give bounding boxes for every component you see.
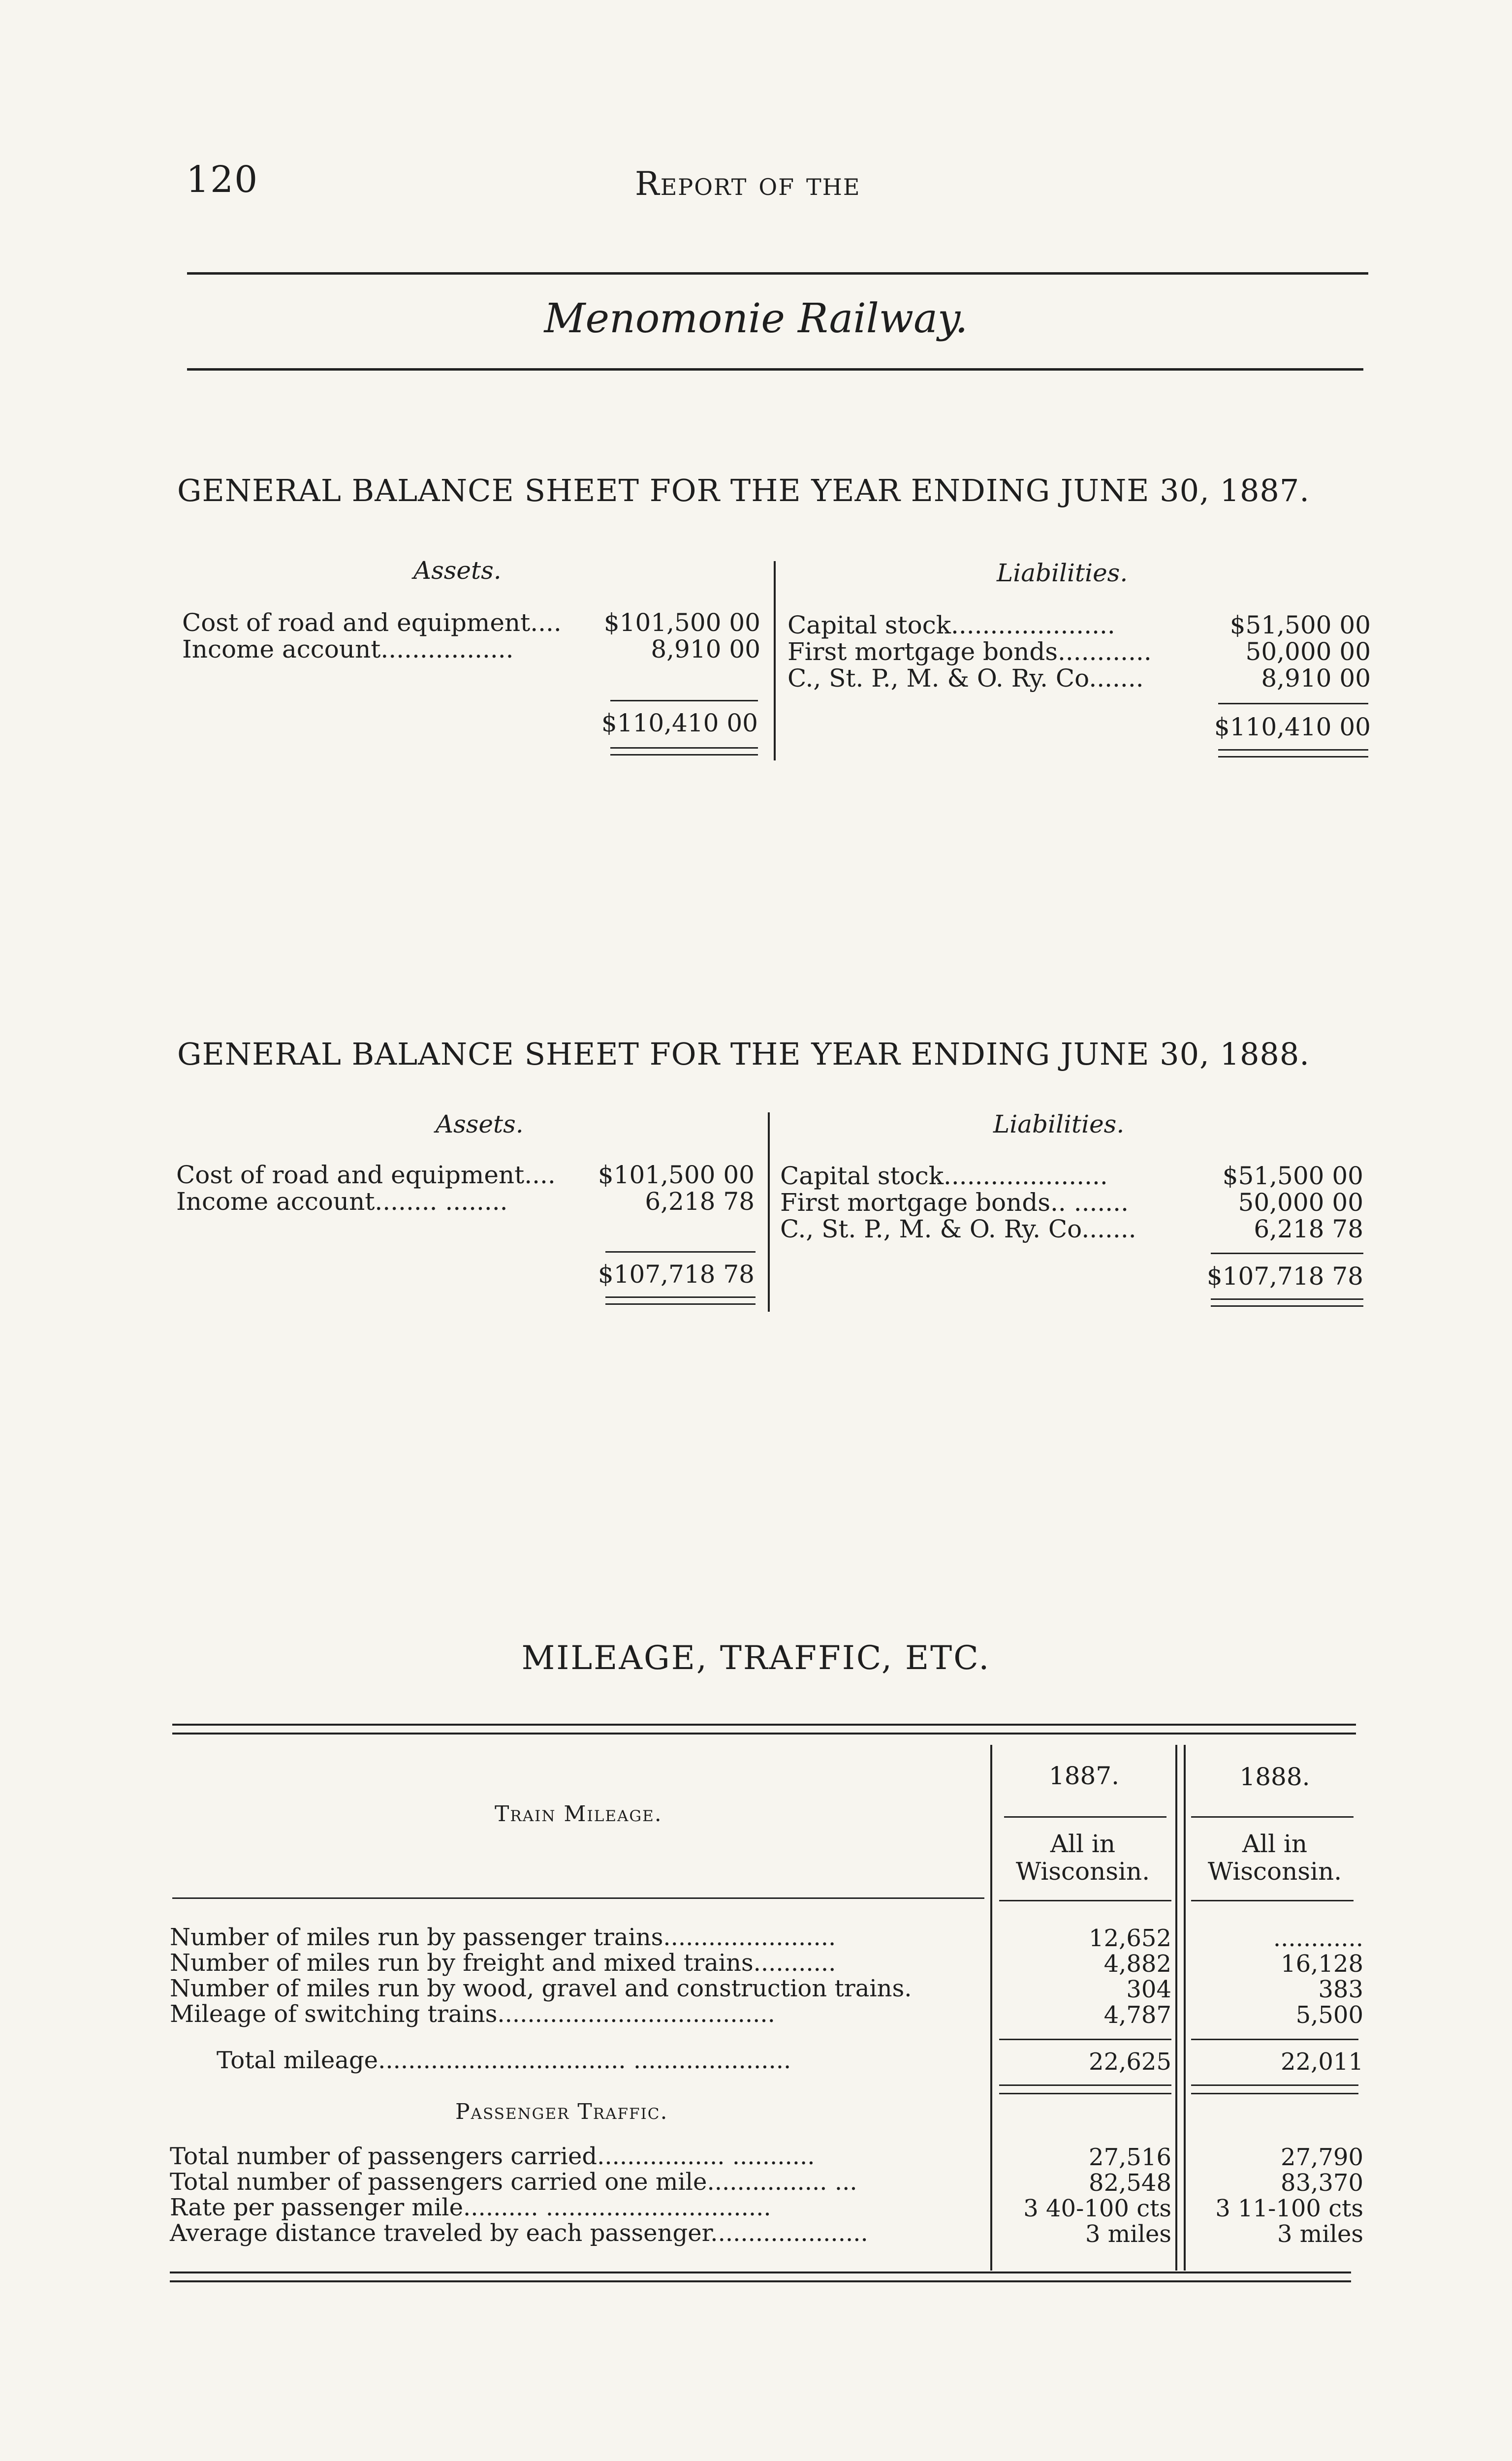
liability-line — [788, 612, 1371, 638]
value-1887: 3 40-100 cts — [1023, 2195, 1171, 2222]
liability-amount: $51,500 00 — [1229, 611, 1371, 639]
table-top-rule — [172, 1724, 1356, 1726]
header-rule-bottom — [187, 368, 1363, 371]
liabilities-total-amount: $107,718 78 — [1206, 1262, 1363, 1291]
table-row: Number of miles run by freight and mixed trains........... — [170, 1949, 836, 1977]
asset-line — [176, 1188, 757, 1215]
mileage-title: MILEAGE, TRAFFIC, ETC. — [521, 1639, 991, 1677]
double-rule — [1211, 1305, 1363, 1307]
double-rule — [1218, 749, 1368, 751]
double-rule — [605, 1296, 756, 1298]
running-head: Report of the — [635, 165, 861, 203]
value-1888: 5,500 — [1295, 2001, 1363, 2029]
value-1887: 3 miles — [1085, 2220, 1171, 2248]
column-divider — [768, 1112, 770, 1312]
liability-line — [788, 665, 1371, 692]
asset-line — [182, 636, 763, 663]
asset-amount: 8,910 00 — [651, 635, 760, 663]
table-row: Total number of passengers carried one mile................ ... — [170, 2168, 857, 2196]
liability-label: Capital stock..................... — [780, 1162, 1108, 1190]
subhead-1887: All in Wisconsin. — [1015, 1830, 1150, 1886]
sum-rule — [1211, 1253, 1363, 1254]
balance-sheet-title: GENERAL BALANCE SHEET FOR THE YEAR ENDING JUNE 30, 1887. — [177, 473, 1310, 508]
liability-line — [780, 1189, 1363, 1216]
value-1887: 12,652 — [1089, 1925, 1171, 1952]
liability-line — [788, 638, 1371, 665]
header-bottom-rule — [1191, 1900, 1354, 1901]
liability-label: First mortgage bonds.. ....... — [780, 1188, 1129, 1217]
asset-label: Cost of road and equipment.... — [176, 1161, 556, 1189]
column-divider — [990, 1745, 992, 2271]
year-header-1887: 1887. — [1048, 1762, 1120, 1790]
column-divider — [1184, 1745, 1186, 2271]
value-1888: 3 miles — [1277, 2220, 1363, 2248]
table-row: Total number of passengers carried................. ........... — [170, 2143, 815, 2170]
double-rule — [1191, 2084, 1358, 2086]
subhead-1888: All in Wisconsin. — [1207, 1830, 1342, 1886]
sum-rule — [999, 2039, 1171, 2040]
liability-label: C., St. P., M. & O. Ry. Co....... — [788, 664, 1144, 693]
table-row: Mileage of switching trains..................................... — [170, 2000, 775, 2028]
double-rule — [1191, 2093, 1358, 2094]
value-1887: 4,787 — [1103, 2001, 1171, 2029]
sum-rule — [1191, 2039, 1358, 2040]
liability-line — [780, 1216, 1363, 1242]
table-row: Average distance traveled by each passenger..................... — [170, 2219, 868, 2247]
train-mileage-heading: Train Mileage. — [495, 1801, 662, 1827]
liabilities-heading: Liabilities. — [993, 1110, 1125, 1138]
double-rule — [605, 1303, 756, 1305]
double-rule — [1211, 1298, 1363, 1300]
double-rule — [610, 747, 758, 749]
total-1888: 22,011 — [1281, 2048, 1363, 2076]
total-row: Total mileage................................. ..................... — [217, 2047, 791, 2074]
liability-amount: 8,910 00 — [1261, 664, 1371, 693]
double-rule — [999, 2093, 1171, 2094]
double-rule — [999, 2084, 1171, 2086]
table-row: Number of miles run by passenger trains....................... — [170, 1924, 836, 1951]
sum-rule — [610, 700, 758, 701]
balance-sheet-title: GENERAL BALANCE SHEET FOR THE YEAR ENDING JUNE 30, 1888. — [177, 1036, 1310, 1072]
passenger-traffic-heading: Passenger Traffic. — [455, 2099, 668, 2124]
header-rule-top — [187, 272, 1368, 275]
asset-label: Income account........ ........ — [176, 1187, 508, 1216]
assets-total-amount: $107,718 78 — [598, 1260, 755, 1289]
liabilities-heading: Liabilities. — [997, 559, 1128, 587]
liability-amount: $51,500 00 — [1222, 1162, 1363, 1190]
column-divider — [1175, 1745, 1177, 2271]
asset-amount: $101,500 00 — [598, 1161, 755, 1189]
column-divider — [774, 561, 776, 760]
value-1888: ............ — [1273, 1925, 1363, 1952]
value-1887: 82,548 — [1089, 2169, 1171, 2197]
double-rule — [1218, 756, 1368, 757]
page-number: 120 — [186, 158, 259, 201]
value-1888: 16,128 — [1281, 1950, 1363, 1978]
value-1887: 4,882 — [1103, 1950, 1171, 1978]
liability-label: First mortgage bonds............ — [788, 637, 1152, 666]
asset-line — [176, 1162, 757, 1188]
table-row: Number of miles run by wood, gravel and construction trains. — [170, 1975, 912, 2002]
value-1887: 27,516 — [1089, 2144, 1171, 2171]
table-bottom-rule — [170, 2272, 1351, 2273]
assets-heading: Assets. — [413, 556, 502, 585]
header-bottom-rule — [999, 1900, 1171, 1901]
value-1888: 383 — [1318, 1976, 1363, 2003]
year-rule — [1004, 1816, 1166, 1818]
value-1888: 83,370 — [1281, 2169, 1363, 2197]
liability-label: Capital stock..................... — [788, 611, 1115, 639]
liability-line — [780, 1163, 1363, 1189]
year-rule — [1191, 1816, 1354, 1818]
value-1888: 3 11-100 cts — [1215, 2195, 1363, 2222]
sum-rule — [605, 1251, 756, 1253]
asset-label: Cost of road and equipment.... — [182, 608, 562, 637]
asset-line — [182, 609, 763, 636]
section-title: Menomonie Railway. — [544, 295, 968, 342]
liability-amount: 50,000 00 — [1238, 1188, 1363, 1217]
total-1887: 22,625 — [1089, 2048, 1171, 2076]
double-rule — [610, 754, 758, 756]
asset-amount: $101,500 00 — [603, 608, 760, 637]
year-header-1888: 1888. — [1239, 1763, 1310, 1791]
header-bottom-rule — [172, 1897, 984, 1899]
value-1887: 304 — [1126, 1976, 1171, 2003]
table-top-rule — [172, 1733, 1356, 1735]
liability-label: C., St. P., M. & O. Ry. Co....... — [780, 1215, 1136, 1243]
assets-heading: Assets. — [436, 1110, 524, 1138]
asset-amount: 6,218 78 — [645, 1187, 755, 1216]
liabilities-total-amount: $110,410 00 — [1214, 713, 1371, 741]
table-row: Rate per passenger mile.......... .............................. — [170, 2194, 771, 2221]
assets-total-amount: $110,410 00 — [601, 709, 758, 737]
liability-amount: 6,218 78 — [1254, 1215, 1363, 1243]
liability-amount: 50,000 00 — [1245, 637, 1371, 666]
table-bottom-rule — [170, 2280, 1351, 2282]
asset-label: Income account................. — [182, 635, 514, 663]
sum-rule — [1218, 703, 1368, 704]
value-1888: 27,790 — [1281, 2144, 1363, 2171]
